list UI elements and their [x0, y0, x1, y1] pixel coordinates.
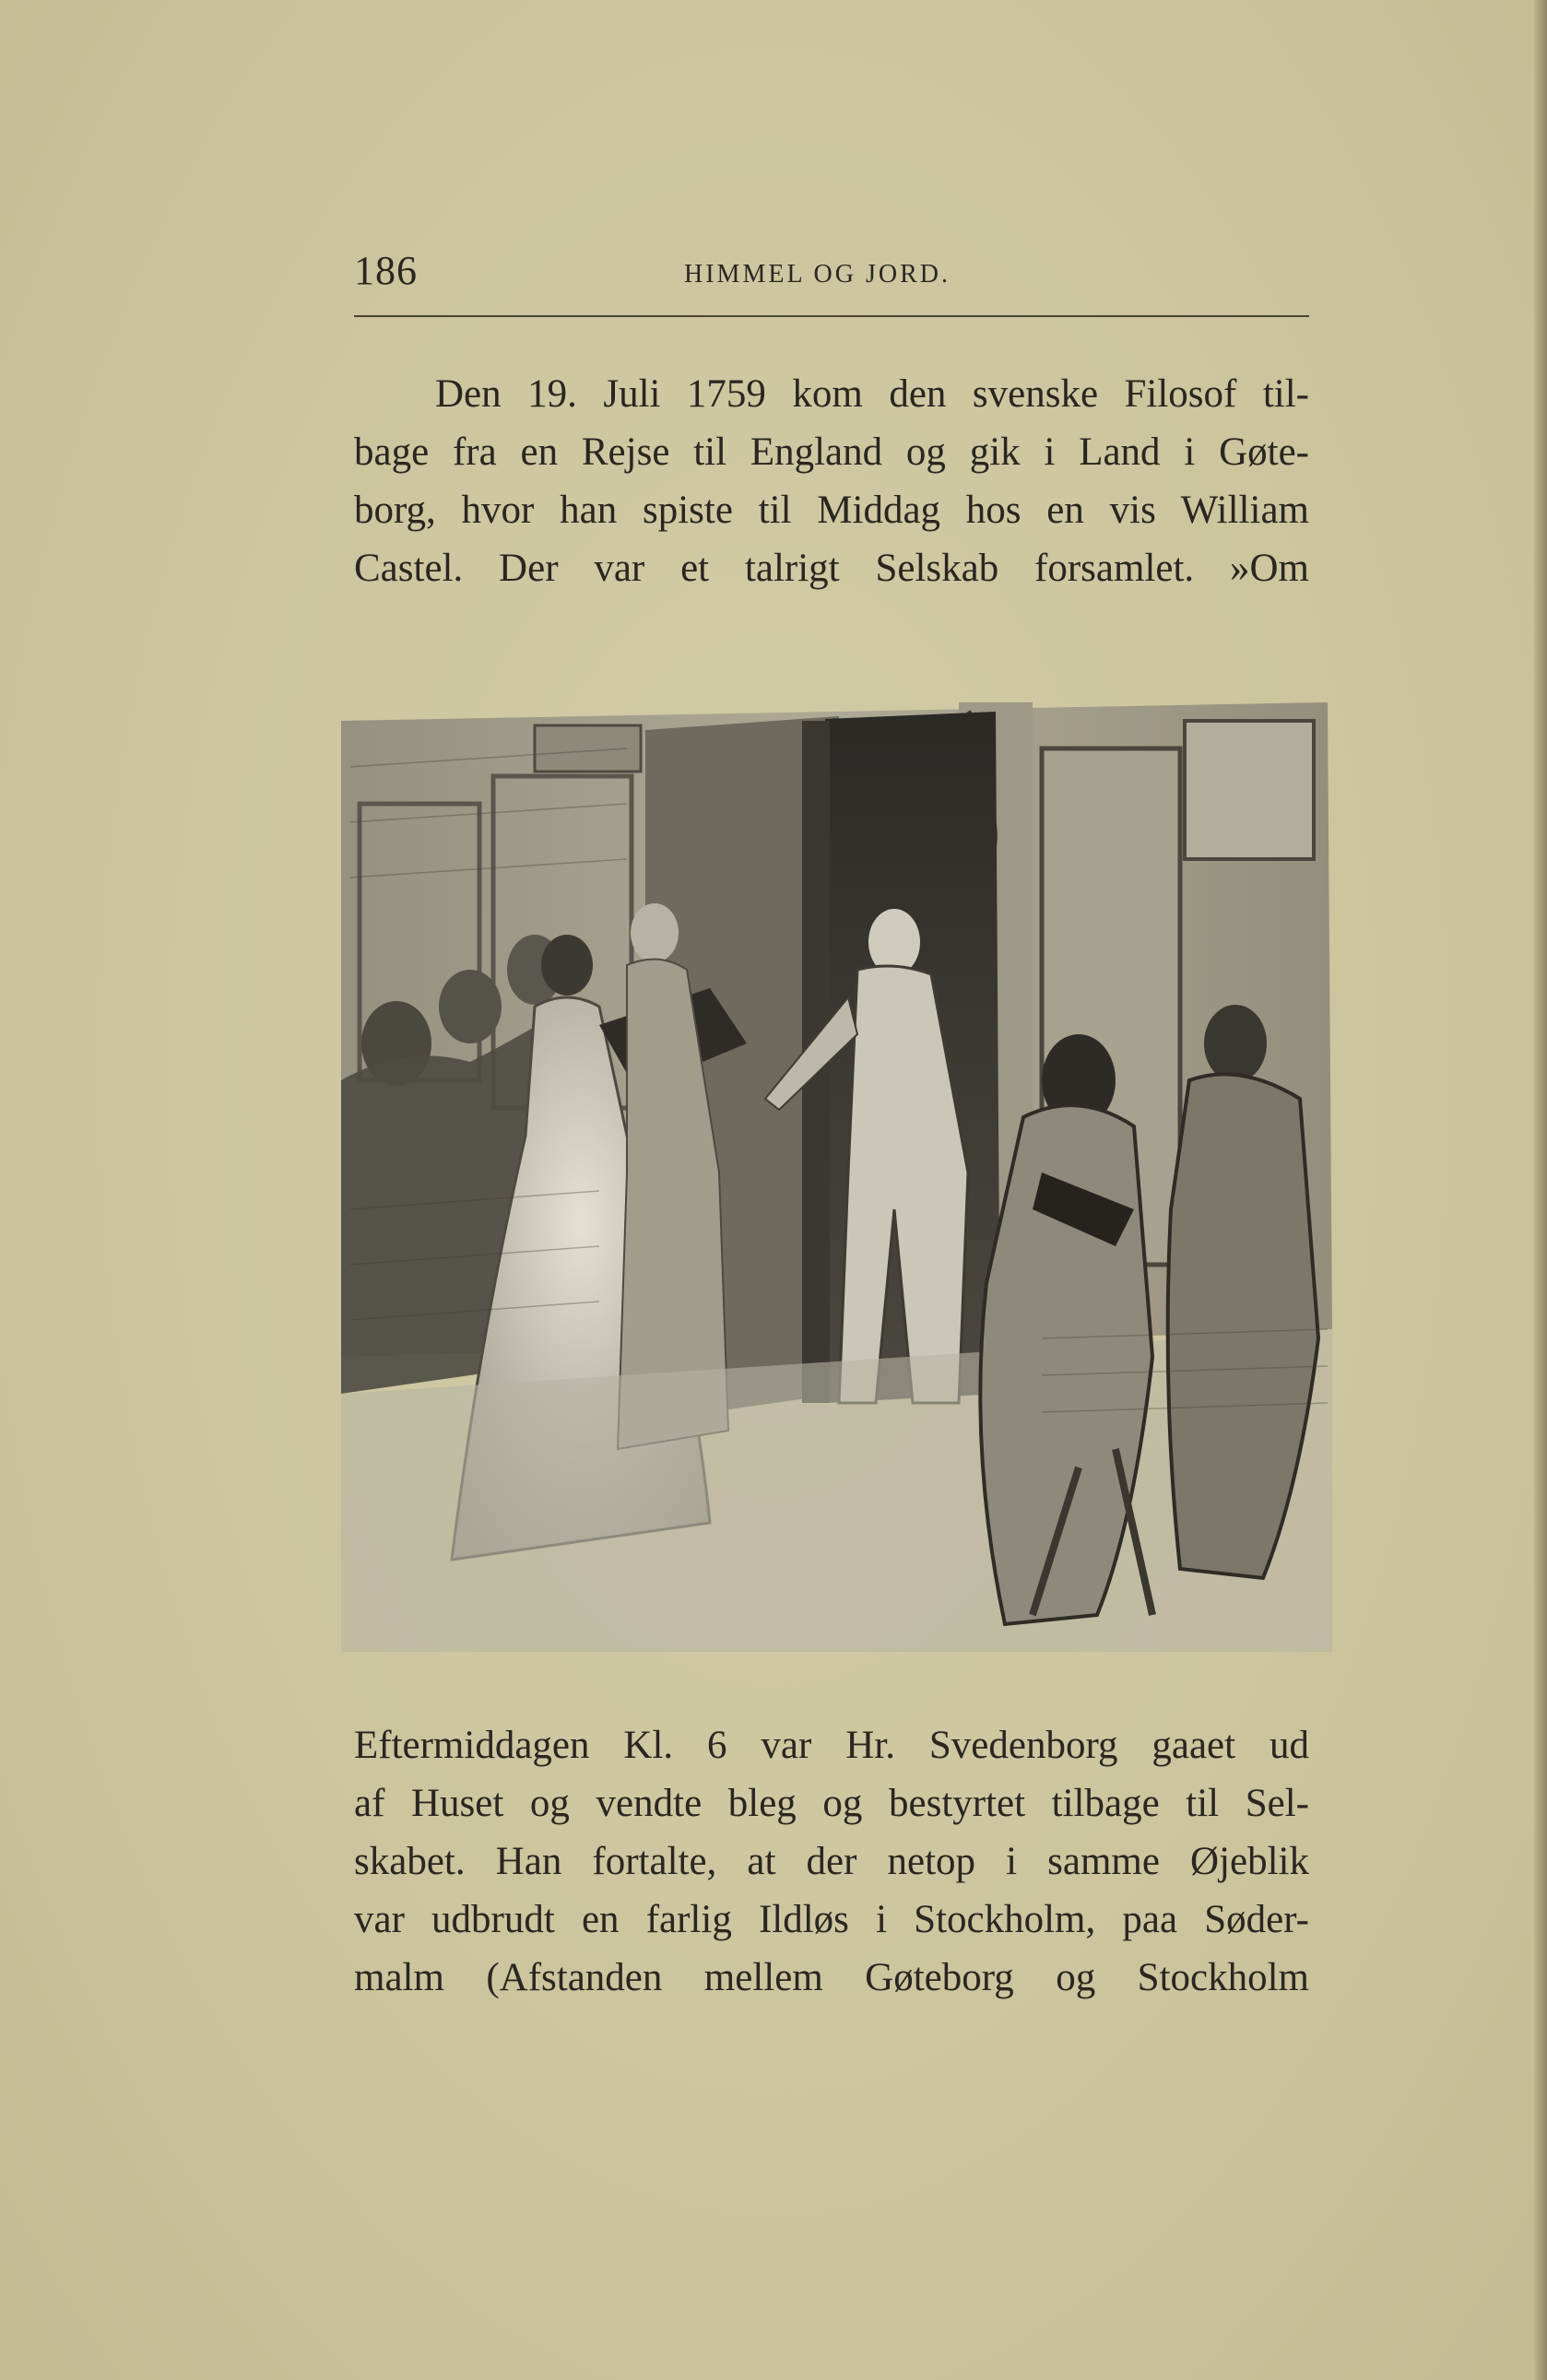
engraving-image — [323, 693, 1337, 1652]
running-title: HIMMEL OG JORD. — [684, 260, 951, 289]
text-line: malm (Afstanden mellem Gøteborg og Stockholm — [354, 1956, 1309, 1999]
text-line: borg, hvor han spiste til Middag hos en vis William — [354, 489, 1309, 532]
text-line: Den 19. Juli 1759 kom den svenske Filosof til- — [435, 372, 1309, 416]
text-line: af Huset og vendte bleg og bestyrtet tilbage til Sel- — [354, 1782, 1309, 1825]
paragraph-top — [354, 365, 1309, 597]
text-line: skabet. Han fortalte, at der netop i samme Øjeblik — [354, 1840, 1309, 1883]
page-header — [354, 247, 1309, 295]
text-line: bage fra en Rejse til England og gik i Land i Gøte- — [354, 430, 1309, 474]
text-line: Castel. Der var et talrigt Selskab forsamlet. »Om — [354, 547, 1309, 590]
text-line: Eftermiddagen Kl. 6 var Hr. Svedenborg gaaet ud — [354, 1724, 1309, 1767]
page-number: 186 — [354, 248, 418, 293]
salon-illustration — [323, 693, 1337, 1652]
page-edge — [1534, 0, 1547, 2380]
paragraph-bottom — [354, 1716, 1309, 2007]
header-rule — [354, 315, 1309, 317]
text-line: var udbrudt en farlig Ildløs i Stockholm, paa Søder- — [354, 1898, 1309, 1941]
